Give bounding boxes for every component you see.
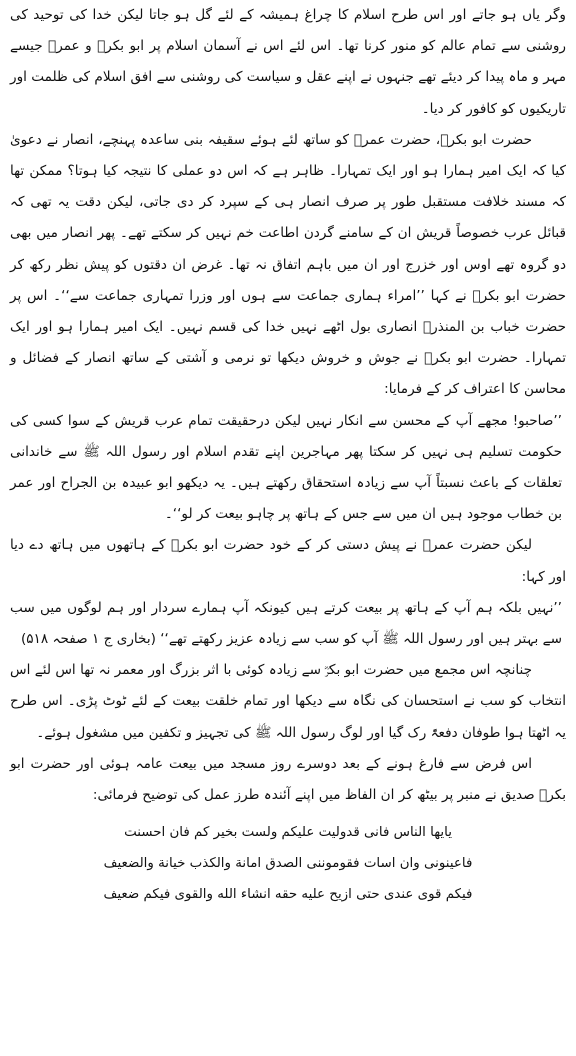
arabic-line: فاعینونی وان اسات فقوموننی الصدق امانة والکذب خیانة والضعیف (103, 856, 473, 872)
document-page (10, 0, 566, 1056)
arabic-line: یایھا الناس فانی قدولیت علیکم ولست بخیر کم فان احسنت (124, 825, 452, 841)
paragraph: لیکن حضرت عمرؓ نے پیش دستی کر کے خود حضرت ابو بکرؓ کے ہاتھوں میں ہاتھ دے دیا اور کہا: (10, 537, 566, 585)
arabic-sermon-block (10, 817, 566, 910)
paragraph: وگر یاں ہو جاتے اور اس طرح اسلام کا چراغ ہمیشہ کے لئے گل ہو جاتا لیکن خدا کی توحید کی روشنی سے تمام عالم کو منور کرنا تھا۔ اس لئے اس نے آسمان اسلام پر ابو بکرؓ و عمرؓ جیسے مہر و ماہ پیدا کر دیئے تھے جنہوں نے اپنے عقل و سیاست کی روشنی سے افق اسلام کی ظلمت اور تاریکیوں کو کافور کر دیا۔ (10, 7, 566, 117)
paragraph: اس فرض سے فارغ ہونے کے بعد دوسرے روز مسجد میں بیعت عامہ ہوئی اور حضرت ابو بکرؓ صدیق نے منبر پر بیٹھ کر ان الفاظ میں اپنے آئندہ طرز عمل کی توضیح فرمائی: (10, 755, 566, 804)
quote-paragraph: ’’صاحبو! مجھے آپ کے محسن سے انکار نہیں لیکن درحقیقت تمام عرب قریش کے سوا کسی کی حکومت تسلیم ہی نہیں کر سکتا پھر مہاجرین اپنے تقدم اسلام اور رسول اللہ ﷺ سے خاندانی تعلقات کے باعث نسبتاً آپ سے زیادہ استحقاق رکھتے ہیں۔ یہ دیکھو ابو عبیدہ بن الجراح اور عمر بن خطاب موجود ہیں ان میں سے جس کے ہاتھ پر چاہو بیعت کر لو‘‘۔ (10, 412, 562, 523)
arabic-line: فیکم قوی عندی حتی ازیح علیه حقه انشاء الله والقوی فیکم ضعیف (103, 887, 473, 903)
quote-paragraph: ’’نہیں بلکہ ہم آپ کے ہاتھ پر بیعت کرتے ہیں کیونکہ آپ ہمارے سردار اور ہم لوگوں میں سب سے بہتر ہیں اور رسول اللہ ﷺ آپ کو سب سے زیادہ عزیز رکھتے تھے‘‘ (بخاری ج ۱ صفحہ ۵۱۸) (10, 599, 562, 648)
paragraph: چنانچہ اس مجمع میں حضرت ابو بکرؓ سے زیادہ کوئی با اثر بزرگ اور معمر نہ تھا اس لئے اس انتخاب کو سب نے استحسان کی نگاہ سے دیکھا اور تمام خلقت بیعت کے لئے ٹوٹ پڑی۔ اس طرح یہ اٹھتا ہوا طوفان دفعۃً رک گیا اور لوگ رسول اللہ ﷺ کی تجہیز و تکفین میں مشغول ہوئے۔ (10, 662, 566, 741)
paragraph: حضرت ابو بکرؓ، حضرت عمرؓ کو ساتھ لئے ہوئے سقیفہ بنی ساعدہ پہنچے، انصار نے دعویٰ کیا کہ ایک امیر ہمارا ہو اور ایک تمہارا۔ ظاہر ہے کہ اس دو عملی کا نتیجہ کیا ہوتا؟ ممکن تھا کہ مسند خلافت مستقبل طور پر صرف انصار ہی کے سپرد کر دی جاتی، لیکن دقت یہ تھی کہ قبائل عرب خصوصاً قریش ان کے سامنے گردن اطاعت خم نہیں کر سکتے تھے۔ پھر انصار میں بھی دو گروہ تھے اوس اور خزرج اور ان میں باہم اتفاق نہ تھا۔ غرض ان دقتوں کو پیش نظر رکھ کر حضرت ابو بکرؓ نے کہا ’’امراء ہماری جماعت سے ہوں اور وزرا تمہاری جماعت سے‘‘۔ اس پر حضرت خباب بن المنذرؓ انصاری بول اٹھے نہیں خدا کی قسم نہیں۔ ایک امیر ہمارا ہو اور ایک تمہارا۔ حضرت ابو بکرؓ نے جوش و خروش دیکھا تو نرمی و آشتی کے ساتھ انصار کے فضائل و محاسن کا اعتراف کر کے فرمایا: (10, 131, 566, 398)
